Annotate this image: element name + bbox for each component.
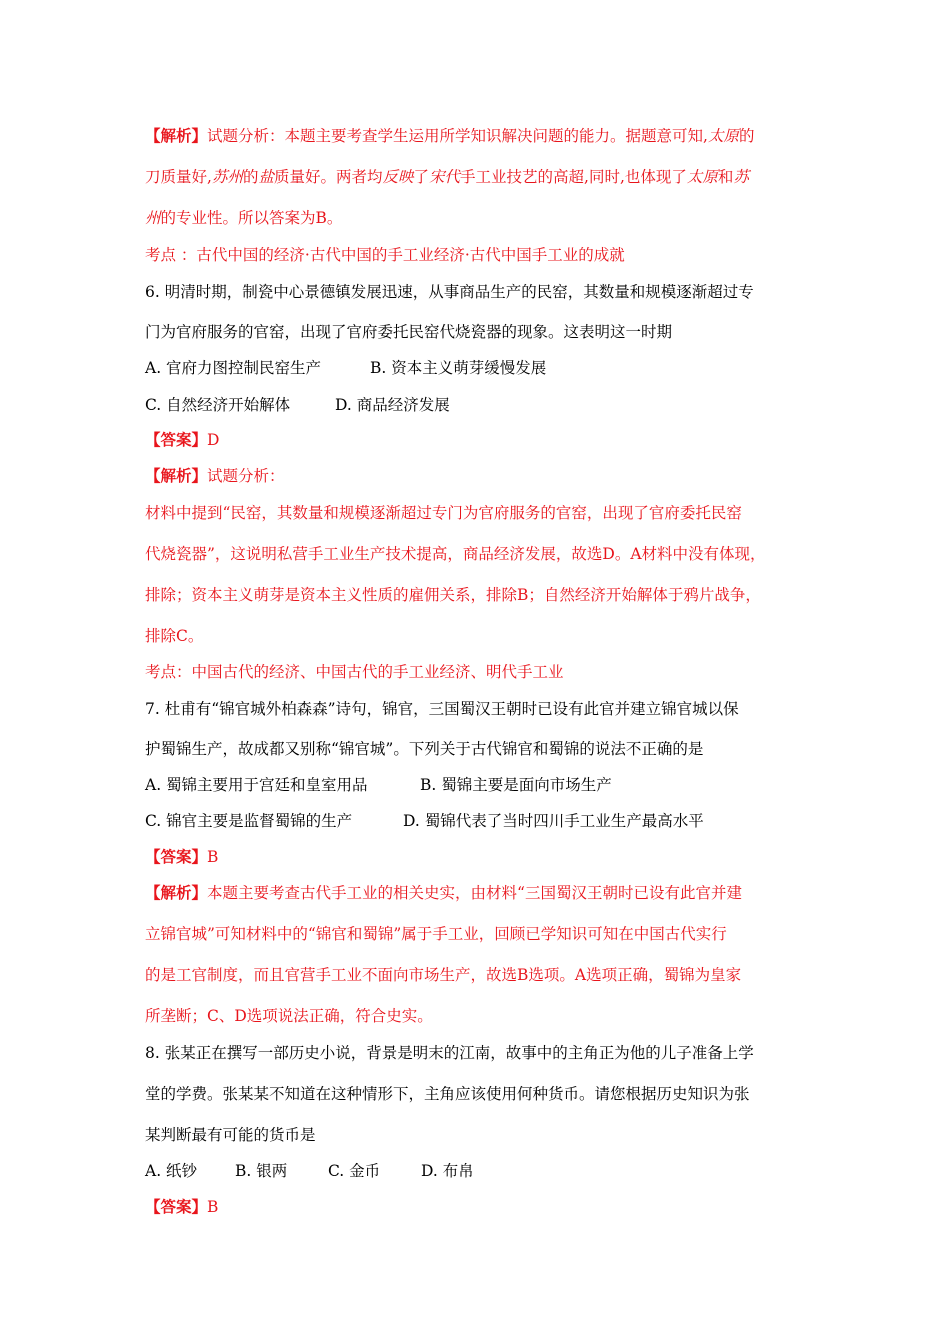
text: 盐 [258, 168, 274, 186]
text: 的专业性。所以答案为B。 [160, 209, 343, 227]
q6-answer [145, 430, 815, 450]
q6-analysis-line-4: 排除C。 [145, 627, 204, 645]
q7-option-d: D. 蜀锦代表了当时四川手工业生产最高水平 [403, 812, 704, 830]
q8-stem-line-1: 8. 张某正在撰写一部历史小说，背景是明末的江南，故事中的主角正为他的儿子准备上学 [145, 1044, 754, 1062]
text: 苏 [733, 168, 749, 186]
text: 了 [413, 168, 430, 186]
q7-stem-line-1: 7. 杜甫有“锦官城外柏森森”诗句，锦官，三国蜀汉王朝时已设有此官并建立锦官城以保 [145, 700, 739, 718]
text: 刀质量好, [145, 168, 212, 186]
q7-stem-line-2: 护蜀锦生产，故成都又别称“锦官城”。下列关于古代锦官和蜀锦的说法不正确的是 [145, 740, 704, 758]
answer-value: B [207, 1198, 219, 1216]
q7-answer [145, 847, 815, 867]
text: 试题分析：本题主要考查学生运用所学知识解决问题的能力。据题意可知, [207, 127, 708, 145]
q6-kaodian: 考点：中国古代的经济、中国古代的手工业经济、明代手工业 [145, 663, 564, 681]
q6-option-d: D. 商品经济发展 [335, 396, 450, 414]
answer-label: 【答案】 [145, 847, 208, 866]
text: 太原 [686, 168, 718, 186]
text: 质量好。两者均 [273, 168, 383, 186]
q5-analysis-line-1 [145, 126, 815, 146]
answer-label: 【答案】 [145, 430, 208, 449]
text: 的 [242, 168, 259, 186]
q7-analysis-line-4: 所垄断；C、D选项说法正确，符合史实。 [145, 1007, 433, 1025]
q6-option-b: B. 资本主义萌芽缓慢发展 [370, 359, 547, 377]
q8-stem-line-2: 堂的学费。张某某不知道在这种情形下，主角应该使用何种货币。请您根据历史知识为张 [145, 1085, 750, 1103]
q8-option-c: C. 金币 [328, 1162, 381, 1180]
q6-analysis-line-2: 代烧瓷器”，这说明私营手工业生产技术提高，商品经济发展，故选D。A材料中没有体现， [145, 545, 766, 563]
q5-kaodian: 考点 ：古代中国的经济·古代中国的手工业经济·古代中国手工业的成就 [145, 246, 625, 264]
text: 的 [738, 127, 755, 145]
q6-analysis-heading [145, 466, 815, 486]
q7-option-b: B. 蜀锦主要是面向市场生产 [420, 776, 612, 794]
q8-stem-line-3: 某判断最有可能的货币是 [145, 1126, 316, 1144]
answer-value: D [207, 431, 220, 449]
q7-analysis-line-1 [145, 883, 815, 903]
text: 和 [717, 168, 734, 186]
q6-stem-line-2: 门为官府服务的官窑，出现了官府委托民窑代烧瓷器的现象。这表明这一时期 [145, 323, 673, 341]
q6-option-a: A. 官府力图控制民窑生产 [145, 359, 322, 377]
q5-analysis-line-2 [145, 167, 815, 187]
q6-analysis-line-1: 材料中提到“民窑，其数量和规模逐渐超过专门为官府服务的官窑，出现了官府委托民窑 [145, 504, 742, 522]
text: 本题主要考查古代手工业的相关史实，由材料“三国蜀汉王朝时已设有此官并建 [207, 884, 742, 902]
q6-stem-line-1: 6. 明清时期，制瓷中心景德镇发展迅速，从事商品生产的民窑，其数量和规模逐渐超过专 [145, 283, 754, 301]
text: 试题分析： [207, 467, 285, 485]
q8-option-d: D. 布帛 [421, 1162, 474, 1180]
text: 苏州 [211, 168, 243, 186]
text: 宋代 [429, 168, 461, 186]
q7-option-c: C. 锦官主要是监督蜀锦的生产 [145, 812, 353, 830]
q6-analysis-line-3: 排除；资本主义萌芽是资本主义性质的雇佣关系，排除B；自然经济开始解体于鸦片战争， [145, 586, 761, 604]
q7-analysis-line-3: 的是工官制度，而且官营手工业不面向市场生产，故选B选项。A选项正确，蜀锦为皇家 [145, 966, 742, 984]
q7-analysis-line-2: 立锦官城”可知材料中的“锦官和蜀锦”属于手工业，回顾已学知识可知在中国古代实行 [145, 925, 727, 943]
q8-option-b: B. 银两 [235, 1162, 288, 1180]
analysis-label: 【解析】 [145, 883, 208, 902]
text: 反映 [382, 168, 414, 186]
q6-option-c: C. 自然经济开始解体 [145, 396, 291, 414]
text: 手工业技艺的高超,同时,也体现了 [460, 168, 687, 186]
q8-option-a: A. 纸钞 [145, 1162, 198, 1180]
answer-label: 【答案】 [145, 1197, 208, 1216]
analysis-label: 【解析】 [145, 126, 208, 145]
text: 州 [145, 209, 161, 227]
text: 太原 [707, 127, 739, 145]
analysis-label: 【解析】 [145, 466, 208, 485]
q7-option-a: A. 蜀锦主要用于宫廷和皇室用品 [145, 776, 368, 794]
q5-analysis-line-3 [145, 208, 815, 228]
q8-answer [145, 1197, 815, 1217]
answer-value: B [207, 848, 219, 866]
